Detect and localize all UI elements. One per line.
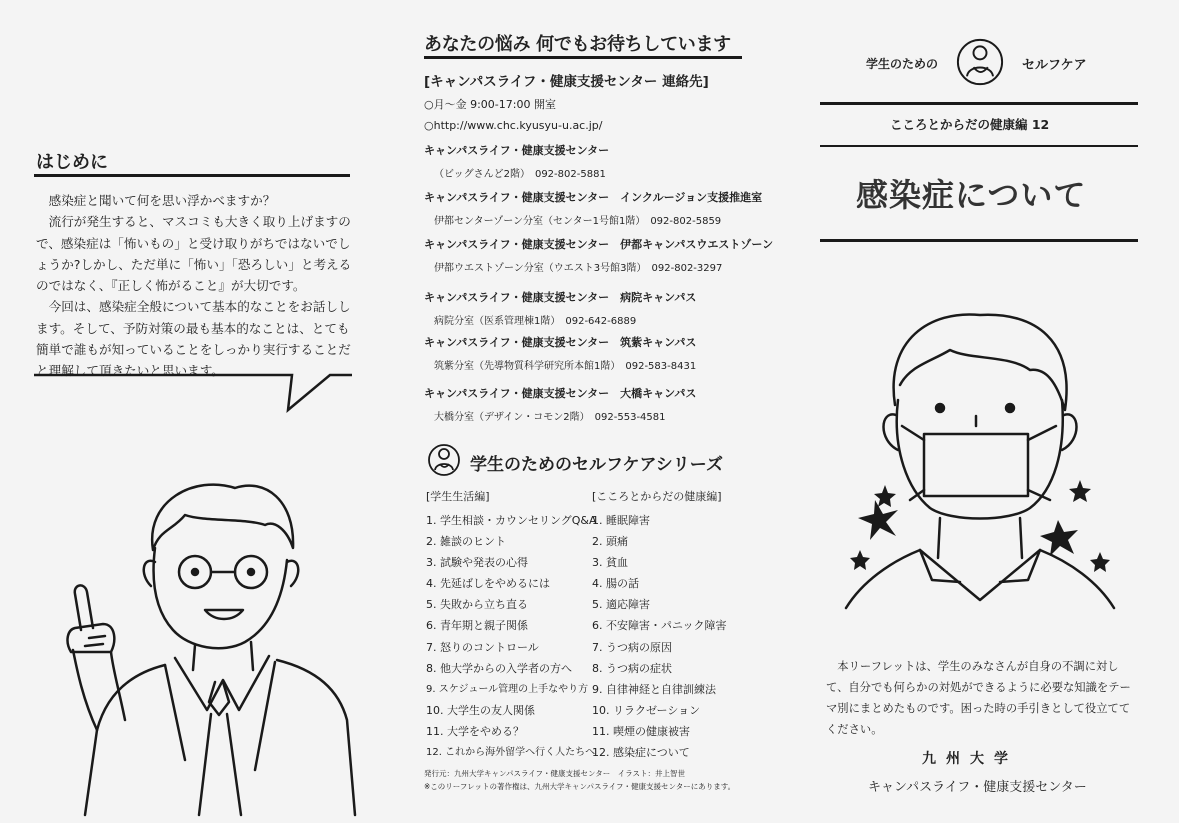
opening-hours: ○月～金 9:00-17:00 開室: [424, 98, 556, 111]
list-item: 6. 不安障害・パニック障害: [592, 619, 727, 633]
edition-label: こころとからだの健康編 12: [890, 117, 1050, 132]
masked-man-illustration: [830, 300, 1130, 620]
student-life-list: [426, 510, 597, 763]
center-name: キャンパスライフ・健康支援センター: [868, 780, 1087, 795]
man-pointing-illustration: [55, 470, 375, 820]
brand-right: セルフケア: [1022, 58, 1087, 73]
student-life-heading: [学生生活編]: [426, 490, 490, 503]
office-name: キャンパスライフ・健康支援センター: [424, 144, 610, 157]
office-entry: [424, 289, 696, 327]
office-name: キャンパスライフ・健康支援センター 大橋キャンパス: [424, 387, 697, 400]
intro-paragraph: 感染症と聞いて何を思い浮かべますか？: [48, 193, 276, 208]
office-detail: （ビッグさんど2階） 092-802-5881: [434, 169, 606, 180]
middle-title-rule: [424, 56, 742, 59]
edition-rule: [820, 145, 1138, 147]
intro-paragraph: 今回は、感染症全般について基本的なことをお話しします。そして、予防対策の最も基本的なことは、とても簡単で誰もが知っていることをしっかり実行することだと理解して頂きたいと思います。: [36, 299, 351, 379]
office-entry: [424, 236, 773, 274]
office-detail: 大橋分室（デザイン・コモン2階） 092-553-4581: [434, 412, 666, 423]
series-title: 学生のためのセルフケアシリーズ: [470, 455, 723, 475]
speech-bubble-tail: [30, 368, 360, 418]
list-item: 7. うつ病の原因: [592, 640, 672, 654]
center-url-link[interactable]: ○http://www.chc.kyusyu-u.ac.jp/: [424, 119, 603, 132]
list-item: 11. 喫煙の健康被害: [592, 724, 690, 738]
right-top-rule: [820, 102, 1138, 105]
office-detail: 筑紫分室（先導物質科学研究所本館1階） 092-583-8431: [434, 361, 697, 372]
office-detail: 伊都センターゾーン分室（センター1号館1階） 092-802-5859: [434, 216, 722, 227]
office-entry: [424, 385, 696, 423]
list-item: 10. 大学生の友人関係: [426, 703, 535, 717]
office-detail: 伊都ウエストゾーン分室（ウエスト3号館3階） 092-802-3297: [434, 263, 723, 274]
office-name: キャンパスライフ・健康支援センター 筑紫キャンパス: [424, 336, 697, 349]
list-item: 9. スケジュール管理の上手なやり方: [426, 683, 589, 695]
list-item: 8. 他大学からの入学者の方へ: [426, 661, 572, 675]
list-item: 1. 睡眠障害: [592, 514, 650, 527]
contact-heading: [キャンパスライフ・健康支援センター 連絡先]: [424, 74, 709, 90]
list-item: 8. うつ病の症状: [592, 661, 672, 675]
list-item: 11. 大学をやめる？: [426, 724, 524, 738]
middle-title: あなたの悩み 何でもお待ちしています: [424, 34, 731, 55]
intro-heading: はじめに: [36, 152, 108, 173]
list-item: 12. 感染症について: [592, 746, 690, 760]
intro-body: [36, 190, 354, 382]
credit-line: 発行元：九州大学キャンパスライフ・健康支援センター イラスト：井上智世: [424, 769, 685, 778]
list-item: 12. これから海外留学へ行く人たちへ: [426, 747, 596, 759]
office-entry: [424, 334, 696, 372]
selfcare-logo-icon: [954, 36, 1006, 88]
university-name: 九州大学: [922, 751, 1018, 767]
list-item: 4. 先延ばしをやめるには: [426, 577, 550, 591]
list-item: 10. リラクゼーション: [592, 703, 701, 717]
list-item: 6. 青年期と親子関係: [426, 619, 528, 633]
leaflet-title: 感染症について: [856, 176, 1087, 214]
list-item: 7. 怒りのコントロール: [426, 640, 539, 654]
leaflet-description: 本リーフレットは、学生のみなさんが自身の不調に対して、自分でも何らかの対処ができるように必要な知識をテーマ別にまとめたものです。困った時の手引きとして役立ててください。: [826, 660, 1131, 736]
list-item: 2. 頭痛: [592, 535, 628, 549]
office-name: キャンパスライフ・健康支援センター 伊都キャンパスウエストゾーン: [424, 238, 774, 251]
list-item: 2. 雑談のヒント: [426, 535, 506, 549]
office-name: キャンパスライフ・健康支援センター インクルージョン支援推進室: [424, 191, 763, 204]
list-item: 9. 自律神経と自律訓練法: [592, 682, 716, 696]
list-item: 1. 学生相談・カウンセリングQ&A: [426, 514, 597, 527]
health-heading: [こころとからだの健康編]: [592, 490, 722, 503]
list-item: 3. 貧血: [592, 556, 628, 570]
office-detail: 病院分室（医系管理棟1階） 092-642-6889: [434, 316, 637, 327]
title-bottom-rule: [820, 239, 1138, 242]
intro-paragraph: 流行が発生すると、マスコミも大きく取り上げますので、感染症は「怖いもの」と受け取りがちではないでしょうか?しかし、ただ単に「怖い」「恐ろしい」と考えるのではなく、『正しく怖がること』が大切です。: [36, 214, 352, 294]
office-name: キャンパスライフ・健康支援センター 病院キャンパス: [424, 291, 697, 304]
office-entry: [424, 142, 609, 180]
list-item: 4. 腸の話: [592, 577, 639, 591]
list-item: 5. 適応障害: [592, 598, 650, 612]
intro-top-rule: [34, 174, 350, 177]
list-item: 5. 失敗から立ち直る: [426, 598, 528, 612]
list-item: 3. 試験や発表の心得: [426, 556, 528, 570]
credit-note: [424, 767, 735, 793]
office-entry: [424, 189, 762, 227]
selfcare-logo-icon: [424, 440, 464, 480]
credit-line: ※このリーフレットの著作権は、九州大学キャンパスライフ・健康支援センターにあります。: [424, 782, 736, 791]
brand-left: 学生のための: [866, 57, 939, 71]
health-list: [592, 510, 727, 763]
